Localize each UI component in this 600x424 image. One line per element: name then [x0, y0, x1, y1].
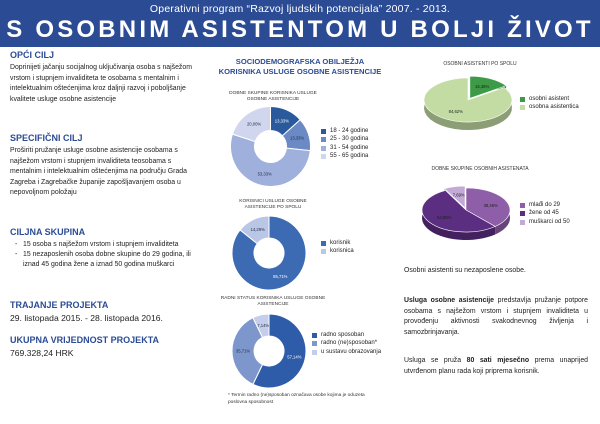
opci-cilj-heading: OPĆI CILJ [10, 50, 55, 60]
footnote: * Termin radno (ne)sposoban označava osobe kojima je oduzeta poslovna sposobnost [228, 393, 365, 405]
work-donut-chart [229, 311, 309, 391]
vrijednost-value: 769.328,24 HRK [10, 348, 74, 358]
legend-swatch [520, 220, 525, 225]
legend-item: 18 - 24 godine [321, 127, 368, 135]
data-label: 84,62% [448, 109, 463, 115]
legend-swatch [520, 203, 525, 208]
assist-gender-legend [520, 95, 579, 112]
legend-swatch [321, 241, 326, 246]
legend-item: radno (ne)sposoban* [312, 339, 381, 347]
legend-item: 31 - 54 godine [321, 144, 368, 152]
data-label: 7,14% [257, 323, 270, 329]
header-banner [0, 0, 600, 47]
legend-swatch [520, 105, 525, 110]
assist-gender-chart-title: OSOBNI ASISTENTI PO SPOLU [443, 61, 517, 67]
legend-swatch [321, 137, 326, 142]
legend-swatch [312, 341, 317, 346]
age-donut-chart [228, 104, 313, 189]
data-label: 13,33% [274, 118, 289, 124]
usluga-bold: Usluga [404, 297, 427, 304]
usluga-text [404, 296, 588, 356]
list-item: - 15 nezaposlenih osoba dobne skupine do 29 godina, ili iznad 45 godina žene a iznad 50 godina muškarci [10, 250, 200, 270]
list-item: - 15 osoba s najšežom vrstom i stupnjem invaliditeta [10, 240, 200, 250]
data-label: 57,14% [287, 354, 302, 360]
assist-age-legend [520, 201, 570, 226]
hours-pre: Usluga se pruža [404, 357, 467, 364]
work-legend [312, 331, 381, 356]
legend-swatch [321, 146, 326, 151]
legend-item: korisnica [321, 247, 354, 255]
specificni-cilj-text: Proširiti pružanje usluge osobne asistencije osobama s najšežom vrstom i stupnjem invaliditeta teosobama s mentalnim i intelektualnim oštećenjima na području Grada Zagreba i Zagrebačke županije zapošljavanjem osoba u nepovoljnom položaju [10, 147, 187, 197]
trajanje-heading: TRAJANJE PROJEKTA [10, 300, 109, 310]
right-column [404, 266, 588, 377]
ciljna-skupina-heading: CILJNA SKUPINA [10, 227, 86, 237]
legend-item: 25 - 30 godina [321, 135, 368, 143]
hours-bold: 80 sati mjesečno [466, 357, 530, 364]
legend-swatch [312, 350, 317, 355]
data-label: 85,71% [273, 273, 288, 279]
data-label: 38,46% [483, 202, 498, 208]
legend-item: u sustavu obrazovanja [312, 348, 381, 356]
age-legend [321, 127, 368, 161]
legend-item: radno sposoban [312, 331, 381, 339]
legend-item: korisnik [321, 239, 354, 247]
legend-swatch [520, 97, 525, 102]
specificni-cilj-heading: SPECIFIČNI CILJ [10, 133, 83, 143]
usluga-rest: predstavlja pružanje potpore osobama s najšežom vrstom i stupnjem invaliditeta u provođenju aktivnosti svakodnevnog življenja i samozbrinjavanja. [404, 297, 589, 336]
trajanje-value: 29. listopada 2015. - 28. listopada 2016. [10, 313, 163, 323]
legend-item: mlađi do 29 [520, 201, 570, 209]
data-label: 53,85% [437, 214, 452, 220]
data-label: 14,29% [250, 227, 265, 233]
legend-item: osobna asistentica [520, 103, 579, 111]
opci-cilj-text: Doprinijeti jačanju socijalnog uključivanja osoba s najšežom vrstom i stupnjem invaliditeta te osobama s mentalnim i intelektualnim oštećenjima kroz daljnji razvoj i poboljšanje kvalitete usluge osobne asistencije [10, 64, 192, 103]
gender-donut-chart [229, 213, 309, 293]
data-label: 15,38% [475, 84, 490, 90]
unemployed-text: Osobni asistenti su nezaposlene osobe. [404, 267, 526, 274]
data-label: 13,33% [290, 135, 305, 141]
legend-swatch [321, 129, 326, 134]
usluga-bold-2: osobne asistencije [430, 297, 494, 304]
assist-gender-pie-chart [420, 72, 516, 138]
assist-age-chart-title: DOBNE SKUPINE OSOBNIH ASISTENATA [431, 166, 529, 172]
assist-age-pie-chart [416, 180, 516, 246]
left-column [10, 50, 200, 359]
legend-swatch [312, 333, 317, 338]
data-label: 35,71% [235, 348, 251, 354]
header-subtitle: Operativni program “Razvoj ljudskih potencijala” 2007. - 2013. [149, 3, 451, 15]
legend-item: muškarci od 50 [520, 218, 570, 226]
legend-swatch [520, 211, 525, 216]
hours-text [404, 356, 588, 377]
ciljna-skupina-list [10, 240, 200, 300]
work-chart-title: RADNI STATUS KORISNIKA USLUGE OSOBNE ASISTENCIJE [220, 296, 326, 307]
legend-item: osobni asistent [520, 95, 579, 103]
data-label: 7,69% [452, 192, 465, 198]
legend-item: žene od 45 [520, 209, 570, 217]
age-chart-title: DOBNE SKUPINE KORISNIKA USLUGE OSOBNE ASISTENCIJE [229, 91, 317, 102]
legend-swatch [321, 249, 326, 254]
header-title: S OSOBNIM ASISTENTOM U BOLJI ŽIVOT [6, 16, 594, 43]
sociodemographic-title: SOCIODEMOGRAFSKA OBILJEŽJA KORISNIKA USLUGE OSOBNE ASISTENCIJE [218, 57, 382, 76]
legend-item: 55 - 65 godina [321, 152, 368, 160]
data-label: 20,00% [246, 121, 262, 127]
legend-swatch [321, 154, 326, 159]
gender-legend [321, 239, 354, 256]
data-label: 53,33% [257, 171, 272, 177]
gender-chart-title: KORISNICI USLUGE OSOBNE ASISTENCIJE PO SPOLU [239, 199, 307, 210]
hours-post: prema unaprijed utvrđenom planu rada koji priprema korisnik. [404, 357, 589, 375]
vrijednost-heading: UKUPNA VRIJEDNOST PROJEKTA [10, 335, 160, 345]
